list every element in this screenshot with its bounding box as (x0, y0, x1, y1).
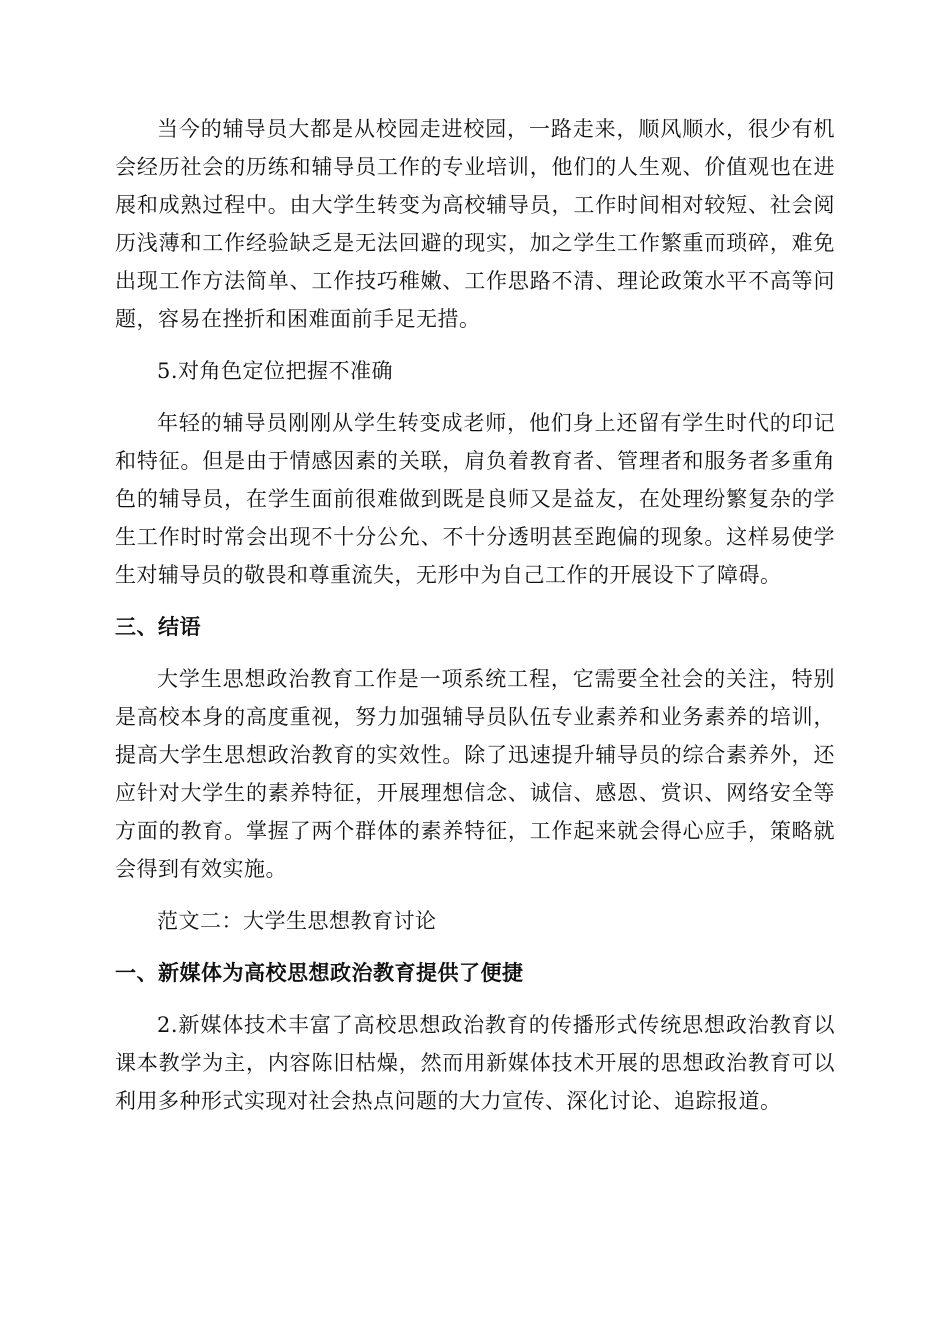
spacer (115, 390, 835, 404)
sample-essay-title: 范文二：大学生思想教育讨论 (157, 909, 437, 933)
spacer (115, 646, 835, 660)
subheading-role-positioning: 5.对角色定位把握不准确 (157, 359, 394, 383)
document-body (115, 110, 835, 1120)
paragraph-new-media: 2.新媒体技术丰富了高校思想政治教育的传播形式传统思想政治教育以课本教学为主，内容陈旧枯燥，然而用新媒体技术开展的思想政治教育可以利用多种形式实现对社会热点问题的大力宣传、深化讨论、追踪报道。 (115, 1013, 835, 1113)
spacer (115, 992, 835, 1006)
paragraph-counselor-experience: 当今的辅导员大都是从校园走进校园，一路走来，顺风顺水，很少有机会经历社会的历练和辅导员工作的专业培训，他们的人生观、价值观也在进展和成熟过程中。由大学生转变为高校辅导员，工作时间相对较短、社会阅历浅薄和工作经验缺乏是无法回避的现实，加之学生工作繁重而琐碎，难免出现工作方法简单、工作技巧稚嫩、工作思路不清、理论政策水平不高等问题，容易在挫折和困难面前手足无措。 (115, 117, 835, 331)
paragraph-conclusion: 大学生思想政治教育工作是一项系统工程，它需要全社会的关注，特别是高校本身的高度重视，努力加强辅导员队伍专业素养和业务素养的培训，提高大学生思想政治教育的实效性。除了迅速提升辅导员的综合素养外，还应针对大学生的素养特征，开展理想信念、诚信、感恩、赏识、网络安全等方面的教育。掌握了两个群体的素养特征，工作起来就会得心应手，策略就会得到有效实施。 (115, 667, 835, 881)
spacer (115, 594, 835, 608)
section-heading-conclusion: 三、结语 (115, 615, 201, 639)
spacer (115, 940, 835, 954)
spacer (115, 888, 835, 902)
paragraph-role-positioning: 年轻的辅导员刚刚从学生转变成老师，他们身上还留有学生时代的印记和特征。但是由于情感因素的关联，肩负着教育者、管理者和服务者多重角色的辅导员，在学生面前很难做到既是良师又是益友，在处理纷繁复杂的学生工作时时常会出现不十分公允、不十分透明甚至跑偏的现象。这样易使学生对辅导员的敬畏和尊重流失，无形中为自己工作的开展设下了障碍。 (115, 411, 835, 587)
spacer (115, 338, 835, 352)
section-heading-new-media: 一、新媒体为高校思想政治教育提供了便捷 (115, 961, 524, 985)
